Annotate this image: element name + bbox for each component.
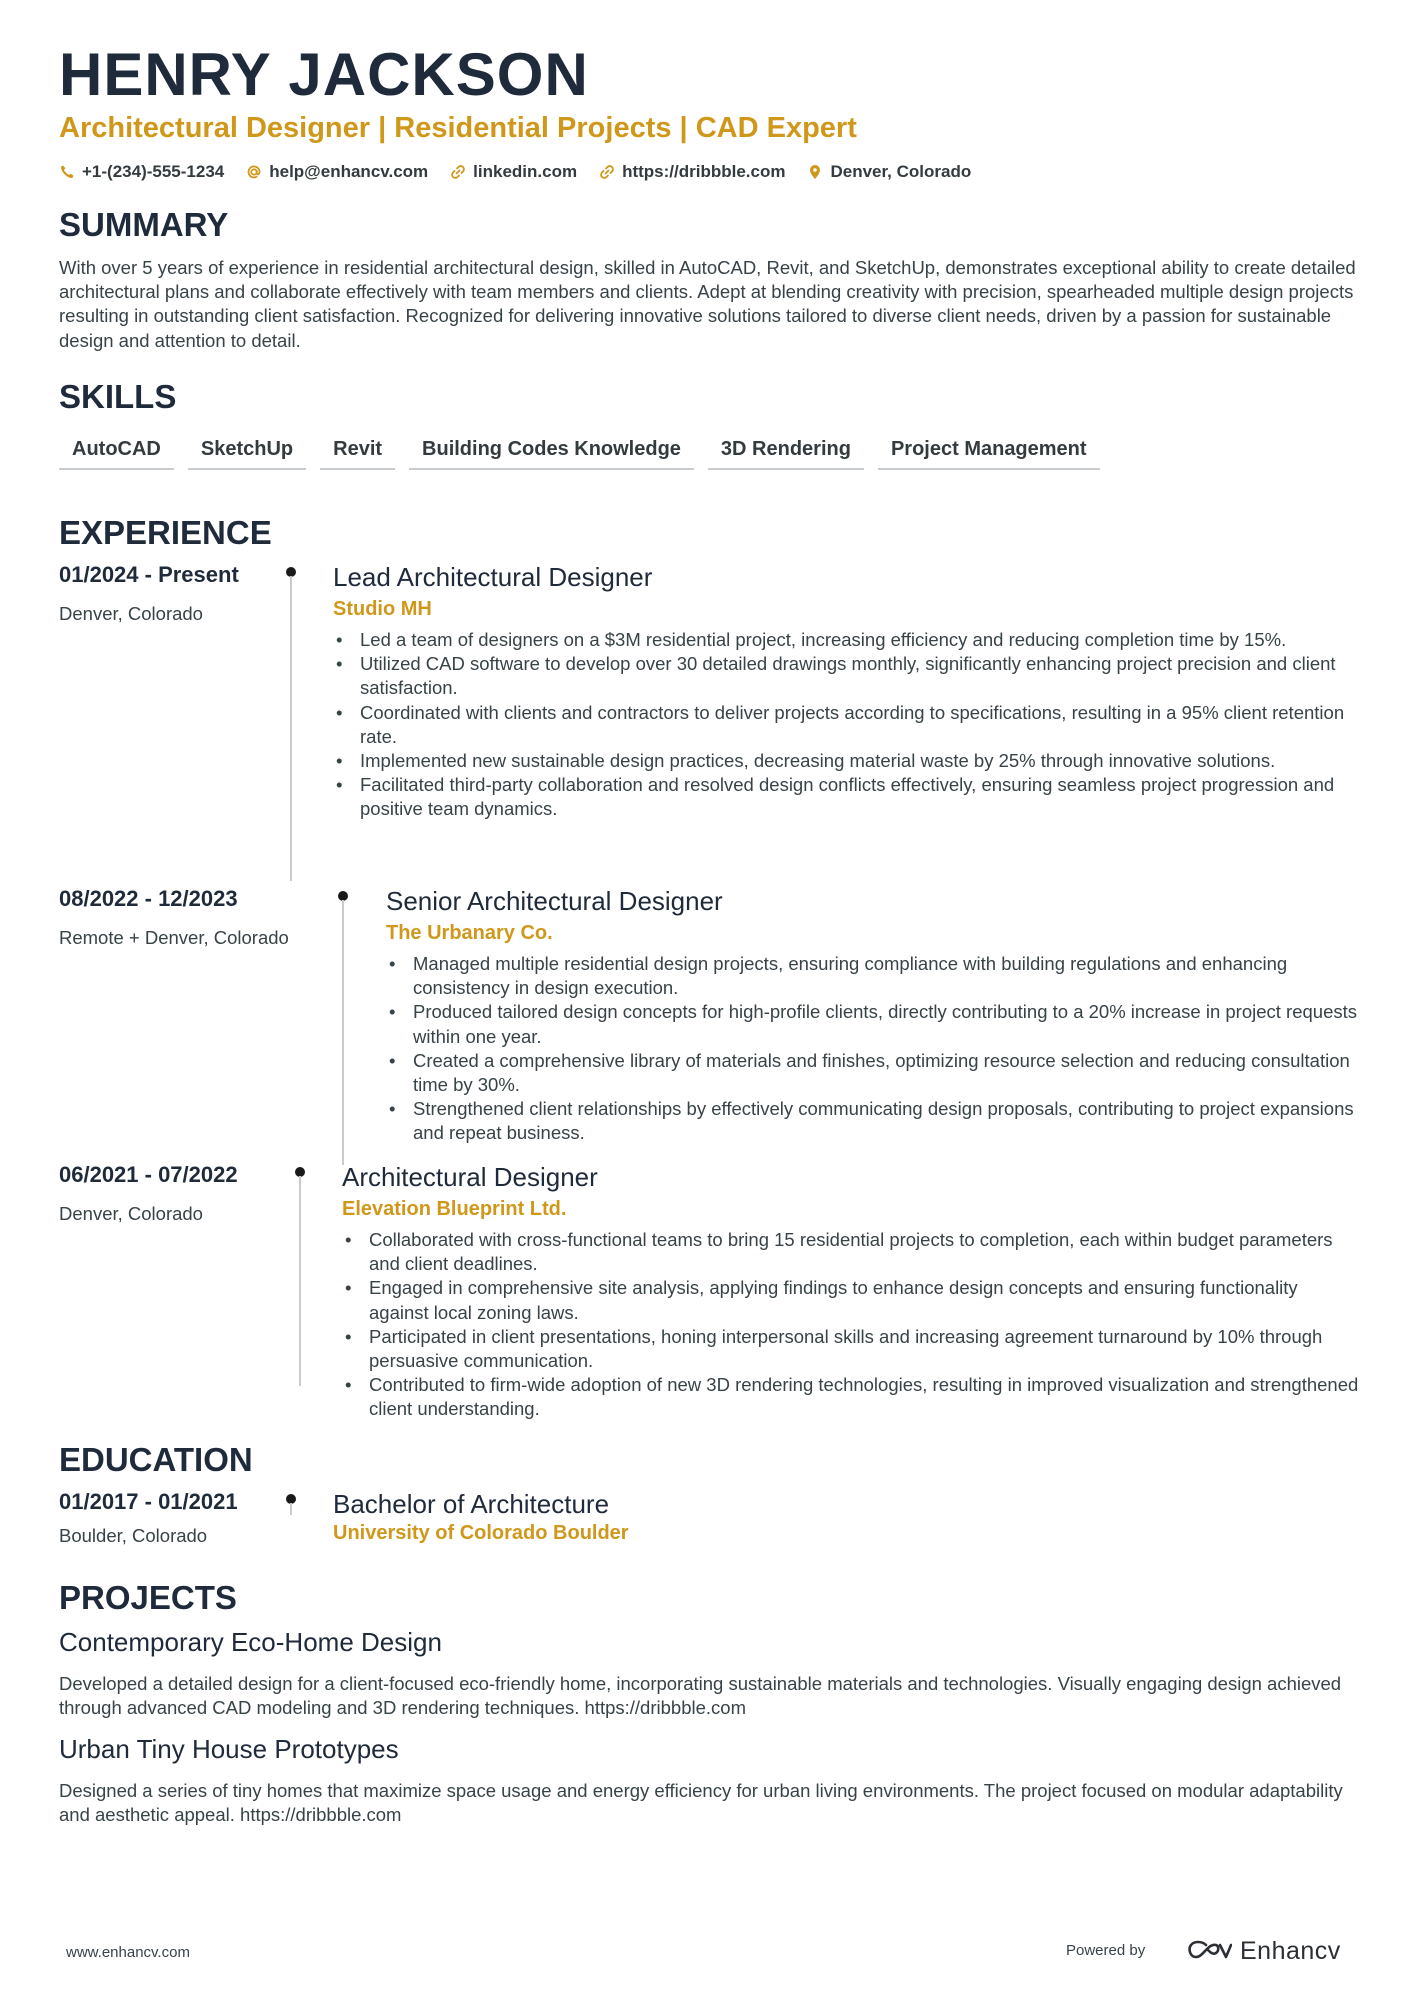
contact-bar (59, 158, 993, 186)
experience-location: Denver, Colorado (59, 1203, 203, 1224)
project-title: Urban Tiny House Prototypes (59, 1734, 399, 1764)
contact-portfolio-text: https://dribbble.com (622, 162, 786, 181)
candidate-headline: Architectural Designer | Residential Projects | CAD Expert (59, 112, 857, 144)
achievement-item: • Managed multiple residential design projects, ensuring compliance with building regulations and enhancing consistency in design execution. (386, 952, 1359, 1000)
summary-text: With over 5 years of experience in residential architectural design, skilled in AutoCAD, Revit, and SketchUp, demonstrates exceptional ability to create detailed architectural plans and collaborate effectively with team members and clients. Adept at blending creativity with precision, spearheaded multiple design projects resulting in outstanding client satisfaction. Recognized for delivering innovative solutions tailored to diverse client needs, driven by a passion for sustainable design and attention to detail. (59, 257, 1356, 351)
achievements-list (342, 1228, 1359, 1422)
skills-list (59, 432, 1114, 472)
job-title: Architectural Designer (342, 1162, 598, 1192)
contact-location (807, 162, 971, 182)
footer-website-link[interactable]: www.enhancv.com (66, 1944, 190, 1961)
experience-location: Remote + Denver, Colorado (59, 927, 289, 948)
link-icon (599, 164, 615, 180)
contact-phone-text: +1-(234)-555-1234 (82, 162, 225, 181)
experience-location: Denver, Colorado (59, 603, 203, 624)
brand-logo[interactable] (1186, 1933, 1341, 1969)
achievement-item: • Coordinated with clients and contractors to deliver projects according to specifications, resulting in a 95% client retention rate. (333, 701, 1359, 749)
company-name: Studio MH (333, 598, 432, 620)
achievement-item: • Engaged in comprehensive site analysis, applying findings to enhance design concepts and ensuring functionality against local zoning laws. (342, 1276, 1359, 1324)
experience-heading: EXPERIENCE (59, 514, 272, 551)
job-title: Lead Architectural Designer (333, 562, 653, 592)
achievements-list (386, 952, 1359, 1146)
achievement-item: • Produced tailored design concepts for high-profile clients, directly contributing to a 20% increase in project requests within one year. (386, 1000, 1359, 1048)
skill-tag: AutoCAD (59, 432, 174, 470)
experience-body (342, 1161, 1359, 1422)
achievement-item: • Facilitated third-party collaboration and resolved design conflicts effectively, ensuring seamless project progression and positive team dynamics. (333, 773, 1359, 821)
summary-heading: SUMMARY (59, 206, 229, 243)
achievement-item: • Strengthened client relationships by effectively communicating design proposals, contributing to project expansions and repeat business. (386, 1097, 1359, 1145)
company-name: Elevation Blueprint Ltd. (342, 1198, 567, 1220)
contact-location-text: Denver, Colorado (830, 162, 972, 181)
link-icon (450, 164, 466, 180)
skill-tag: 3D Rendering (708, 432, 864, 470)
education-heading: EDUCATION (59, 1441, 253, 1478)
contact-phone[interactable] (59, 162, 224, 182)
achievement-item: • Created a comprehensive library of materials and finishes, optimizing resource selection and reducing consultation time by 30%. (386, 1049, 1359, 1097)
enhancv-logo-icon (1186, 1939, 1232, 1963)
experience-dates: 06/2021 - 07/2022 (59, 1162, 238, 1187)
skills-heading: SKILLS (59, 378, 177, 415)
timeline-line (299, 1176, 301, 1386)
contact-email-text: help@enhancv.com (269, 162, 429, 181)
job-title: Senior Architectural Designer (386, 886, 723, 916)
skill-tag: Building Codes Knowledge (409, 432, 694, 470)
timeline-line (290, 576, 292, 881)
candidate-name: HENRY JACKSON (59, 41, 589, 108)
at-icon (246, 164, 262, 180)
experience-body (333, 561, 1359, 822)
achievement-item: • Led a team of designers on a $3M residential project, increasing efficiency and reducing completion time by 15%. (333, 628, 1359, 652)
footer-powered-by: Powered by (1066, 1942, 1146, 1959)
contact-linkedin[interactable] (450, 162, 577, 182)
experience-body (386, 885, 1359, 1146)
education-location: Boulder, Colorado (59, 1525, 208, 1546)
school-name: University of Colorado Boulder (333, 1522, 629, 1544)
achievement-item: • Contributed to firm-wide adoption of new 3D rendering technologies, resulting in improved visualization and strengthened client understanding. (342, 1373, 1359, 1421)
achievements-list (333, 628, 1359, 822)
contact-email[interactable] (246, 162, 428, 182)
projects-heading: PROJECTS (59, 1579, 237, 1616)
education-dates: 01/2017 - 01/2021 (59, 1489, 238, 1514)
skill-tag: SketchUp (188, 432, 306, 470)
achievement-item: • Collaborated with cross-functional teams to bring 15 residential projects to completion, each within budget parameters and client deadlines. (342, 1228, 1359, 1276)
timeline-line (342, 900, 344, 1165)
education-body (333, 1488, 1359, 1546)
degree-title: Bachelor of Architecture (333, 1489, 610, 1519)
timeline-line (290, 1503, 292, 1515)
phone-icon (59, 164, 75, 180)
achievement-item: • Participated in client presentations, honing interpersonal skills and increasing agreement turnaround by 10% through persuasive communication. (342, 1325, 1359, 1373)
brand-name: Enhancv (1240, 1936, 1341, 1965)
achievement-item: • Implemented new sustainable design practices, decreasing material waste by 25% through innovative solutions. (333, 749, 1359, 773)
project-title: Contemporary Eco-Home Design (59, 1627, 442, 1657)
project-description: Developed a detailed design for a client-focused eco-friendly home, incorporating sustainable materials and technologies. Visually engaging design achieved through advanced CAD modeling and 3D rendering techniques. https://dribbble.com (59, 1673, 1342, 1719)
contact-portfolio[interactable] (599, 162, 785, 182)
skill-tag: Project Management (878, 432, 1100, 470)
skill-tag: Revit (320, 432, 395, 470)
experience-dates: 01/2024 - Present (59, 562, 239, 587)
contact-linkedin-text: linkedin.com (473, 162, 578, 181)
experience-dates: 08/2022 - 12/2023 (59, 886, 238, 911)
project-description: Designed a series of tiny homes that maximize space usage and energy efficiency for urban living environments. The project focused on modular adaptability and aesthetic appeal. https://dribbble.com (59, 1780, 1343, 1826)
location-pin-icon (807, 164, 823, 180)
achievement-item: • Utilized CAD software to develop over 30 detailed drawings monthly, significantly enhancing project precision and client satisfaction. (333, 652, 1359, 700)
company-name: The Urbanary Co. (386, 922, 553, 944)
